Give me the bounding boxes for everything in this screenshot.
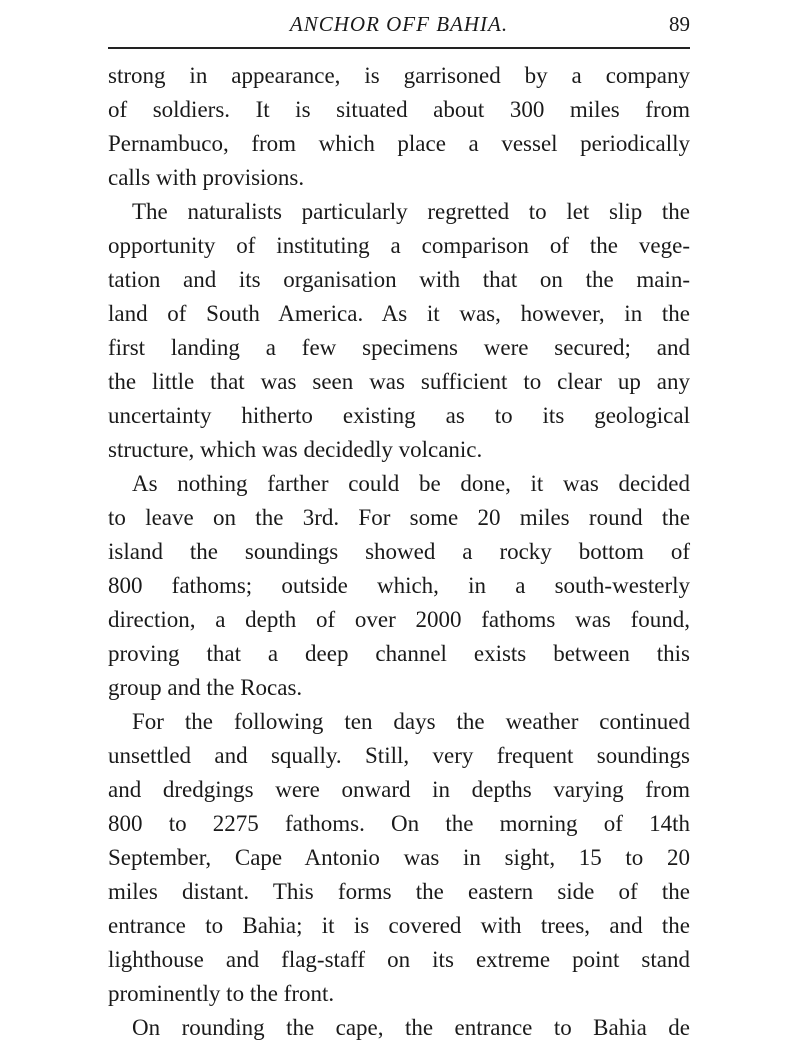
text-line: For the following ten days the weather continued [132, 709, 690, 734]
text-line: September, Cape Antonio was in sight, 15 to 20 [108, 845, 690, 870]
text-line: to leave on the 3rd. For some 20 miles round the [108, 505, 690, 530]
text-line: miles distant. This forms the eastern side of the [108, 879, 690, 904]
running-head: ANCHOR OFF BAHIA. [289, 12, 509, 36]
text-line: opportunity of instituting a comparison of the vege- [108, 233, 690, 258]
text-line: prominently to the front. [108, 981, 335, 1006]
text-line: land of South America. As it was, however, in the [108, 301, 690, 326]
page-header [108, 12, 690, 42]
text-line: and dredgings were onward in depths varying from [108, 777, 690, 802]
text-line: As nothing farther could be done, it was decided [132, 471, 690, 496]
body-text [108, 59, 690, 1045]
text-line: first landing a few specimens were secured; and [108, 335, 690, 360]
page-number: 89 [669, 12, 690, 36]
paragraph [108, 705, 690, 1011]
text-line: 800 fathoms; outside which, in a south-westerly [108, 573, 690, 598]
text-line: entrance to Bahia; it is covered with trees, and the [108, 913, 690, 938]
text-line: calls with provisions. [108, 165, 305, 190]
text-line: structure, which was decidedly volcanic. [108, 437, 483, 462]
text-line: group and the Rocas. [108, 675, 303, 700]
text-line: proving that a deep channel exists between this [108, 641, 690, 666]
text-line: Pernambuco, from which place a vessel periodically [108, 131, 690, 156]
text-line: uncertainty hitherto existing as to its geological [108, 403, 690, 428]
text-line: lighthouse and flag-staff on its extreme point stand [108, 947, 690, 972]
text-line: On rounding the cape, the entrance to Bahia de [132, 1015, 690, 1040]
text-line: direction, a depth of over 2000 fathoms was found, [108, 607, 690, 632]
text-line: the little that was seen was sufficient to clear up any [108, 369, 690, 394]
text-line: strong in appearance, is garrisoned by a company [108, 63, 690, 88]
text-line: The naturalists particularly regretted to let slip the [132, 199, 690, 224]
paragraph [108, 1011, 690, 1045]
text-line: 800 to 2275 fathoms. On the morning of 14th [108, 811, 690, 836]
text-line: tation and its organisation with that on the main- [108, 267, 690, 292]
paragraph [108, 467, 690, 705]
header-rule [108, 47, 690, 49]
text-line: of soldiers. It is situated about 300 miles from [108, 97, 690, 122]
text-line: island the soundings showed a rocky bottom of [108, 539, 690, 564]
paragraph [108, 59, 690, 195]
paragraph [108, 195, 690, 467]
text-line: unsettled and squally. Still, very frequent soundings [108, 743, 690, 768]
